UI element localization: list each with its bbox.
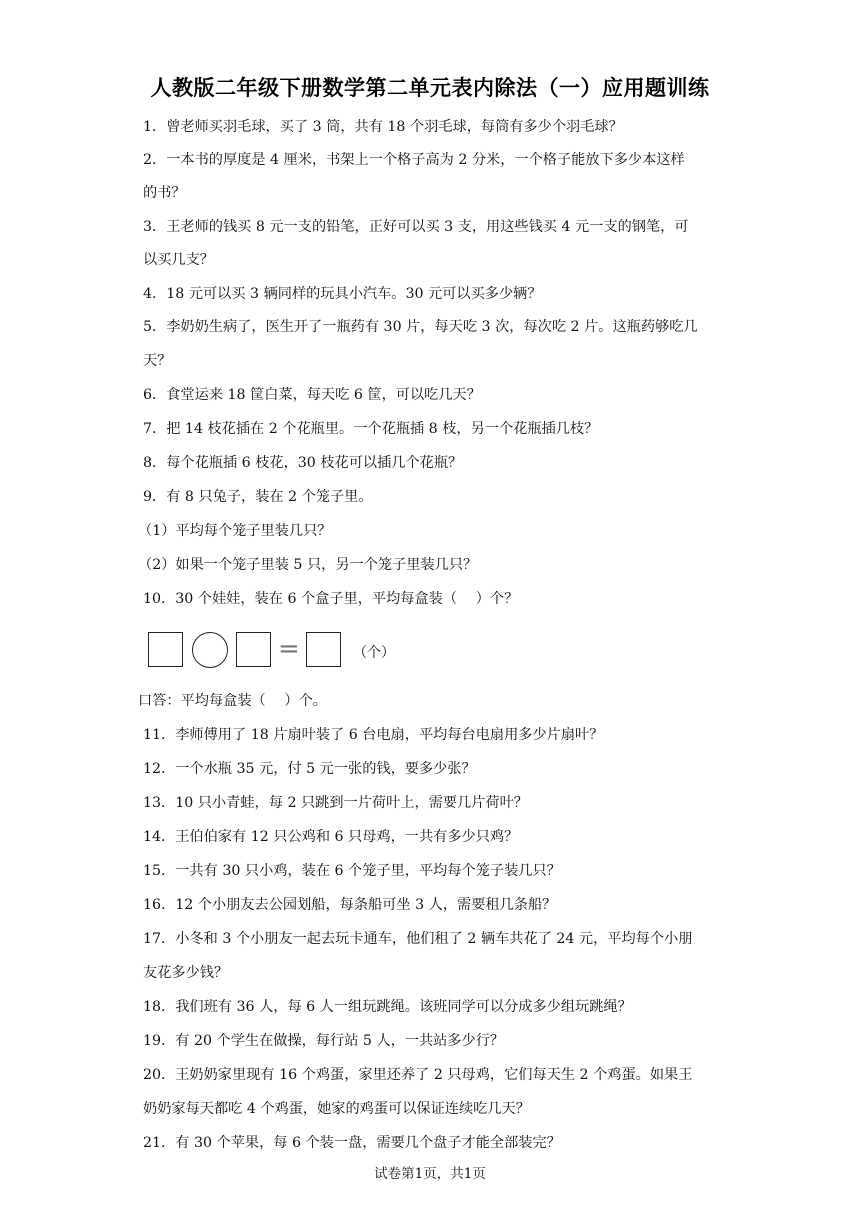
page-footer: 试卷第1页，共1页 xyxy=(374,1166,486,1182)
question-3-cont: 以买几支？ xyxy=(143,252,214,268)
question-20-cont: 奶奶家每天都吃 4 个鸡蛋，她家的鸡蛋可以保证连续吃几天？ xyxy=(143,1101,530,1117)
question-17: 17．小冬和 3 个小朋友一起去玩卡通车，他们租了 2 辆车共花了 24 元，平均每个小朋 xyxy=(143,931,693,947)
question-15: 15．一共有 30 只小鸡，装在 6 个笼子里，平均每个笼子装几只？ xyxy=(143,863,561,879)
question-2-cont: 的书？ xyxy=(143,185,186,201)
question-21: 21．有 30 个苹果，每 6 个装一盘，需要几个盘子才能全部装完？ xyxy=(143,1135,561,1151)
question-9-part-2: （2）如果一个笼子里装 5 只，另一个笼子里装几只？ xyxy=(138,557,478,573)
page-title: 人教版二年级下册数学第二单元表内除法（一）应用题训练 xyxy=(150,76,710,100)
question-10: 10．30 个娃娃，装在 6 个盒子里，平均每盒装（ ）个？ xyxy=(143,591,519,607)
answer-box-divisor xyxy=(236,632,271,667)
question-11: 11．李师傅用了 18 片扇叶装了 6 台电扇，平均每台电扇用多少片扇叶？ xyxy=(143,727,604,743)
operator-circle xyxy=(192,632,228,668)
question-20: 20．王奶奶家里现有 16 个鸡蛋，家里还养了 2 只母鸡，它们每天生 2 个鸡蛋。如果王 xyxy=(143,1067,693,1083)
unit-label: （个） xyxy=(353,645,395,661)
question-16: 16．12 个小朋友去公园划船，每条船可坐 3 人，需要租几条船？ xyxy=(143,897,557,913)
question-8: 8．每个花瓶插 6 枝花，30 枝花可以插几个花瓶？ xyxy=(143,455,463,471)
division-equation-figure xyxy=(148,632,408,672)
question-9: 9．有 8 只兔子，装在 2 个笼子里。 xyxy=(143,489,373,505)
question-1: 1．曾老师买羽毛球，买了 3 筒，共有 18 个羽毛球，每筒有多少个羽毛球？ xyxy=(143,119,623,135)
question-17-cont: 友花多少钱？ xyxy=(143,965,229,981)
question-13: 13．10 只小青蛙，每 2 只跳到一片荷叶上，需要几片荷叶？ xyxy=(143,795,528,811)
question-4: 4．18 元可以买 3 辆同样的玩具小汽车。30 元可以买多少辆？ xyxy=(143,286,542,302)
oral-answer: 口答：平均每盒装（ ）个。 xyxy=(138,693,327,709)
question-6: 6．食堂运来 18 筐白菜，每天吃 6 筐，可以吃几天？ xyxy=(143,387,481,403)
answer-box-quotient xyxy=(306,632,341,667)
question-14: 14．王伯伯家有 12 只公鸡和 6 只母鸡，一共有多少只鸡？ xyxy=(143,829,519,845)
question-5-cont: 天？ xyxy=(143,353,172,369)
question-7: 7．把 14 枝花插在 2 个花瓶里。一个花瓶插 8 枝，另一个花瓶插几枝？ xyxy=(143,421,599,437)
question-3: 3．王老师的钱买 8 元一支的铅笔，正好可以买 3 支，用这些钱买 4 元一支的钢笔，可 xyxy=(143,219,689,235)
question-19: 19．有 20 个学生在做操，每行站 5 人，一共站多少行？ xyxy=(143,1033,505,1049)
question-18: 18．我们班有 36 人，每 6 人一组玩跳绳。该班同学可以分成多少组玩跳绳？ xyxy=(143,999,632,1015)
question-9-part-1: （1）平均每个笼子里装几只？ xyxy=(138,523,332,539)
question-2: 2．一本书的厚度是 4 厘米，书架上一个格子高为 2 分米，一个格子能放下多少本这样 xyxy=(143,152,685,168)
question-12: 12．一个水瓶 35 元，付 5 元一张的钱，要多少张？ xyxy=(143,761,476,777)
question-5: 5．李奶奶生病了，医生开了一瓶药有 30 片，每天吃 3 次，每次吃 2 片。这瓶药够吃几 xyxy=(143,319,698,335)
equals-sign: = xyxy=(278,634,300,664)
answer-box-dividend xyxy=(148,632,183,667)
